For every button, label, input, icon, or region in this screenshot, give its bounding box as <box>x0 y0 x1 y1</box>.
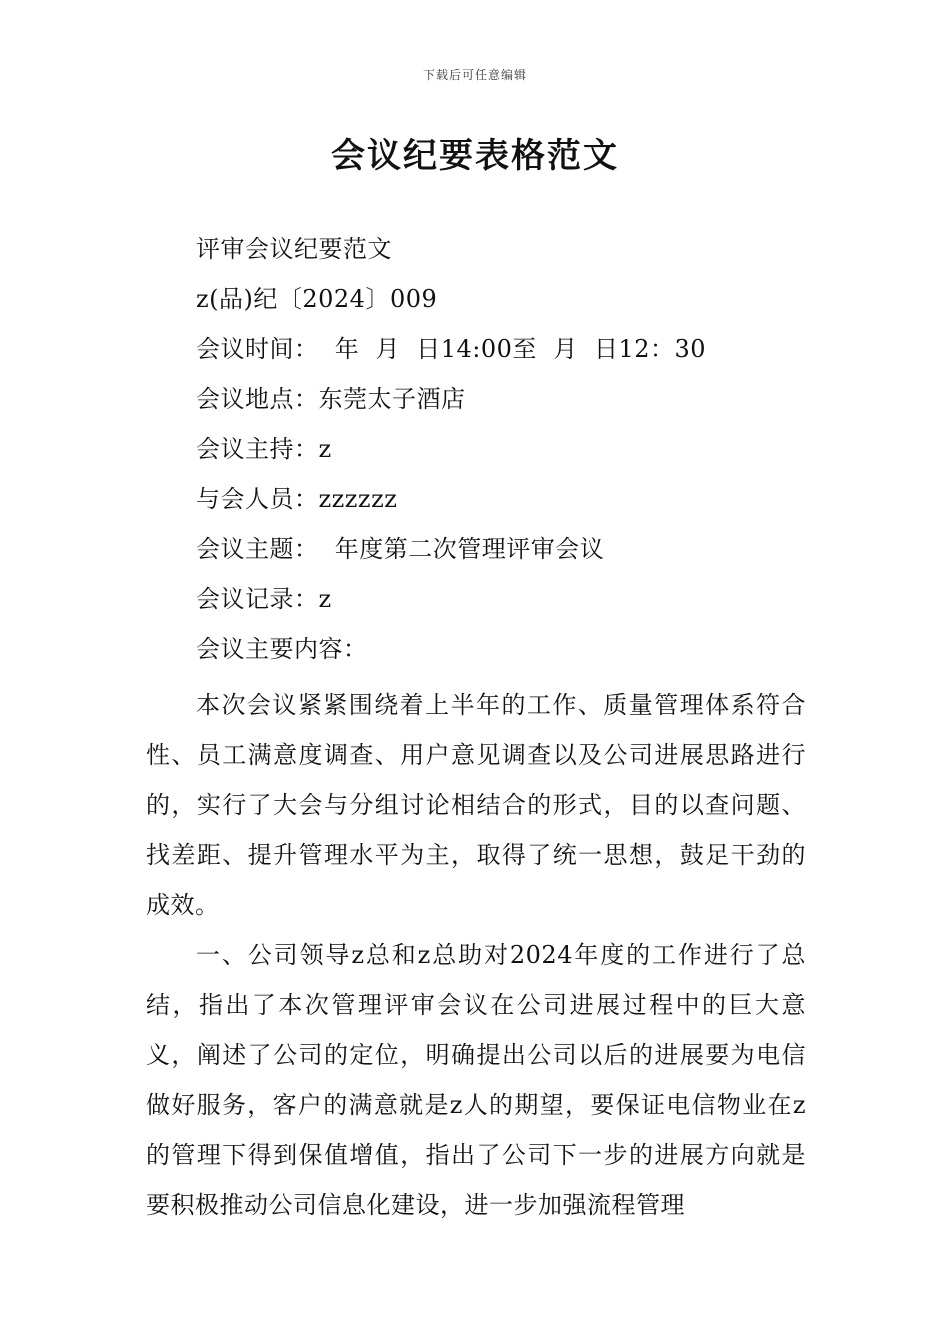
meta-document-number: z(品)纪〔2024〕009 <box>196 285 438 313</box>
meta-main-content-heading: 会议主要内容： <box>196 635 368 663</box>
header-note: 下载后可任意编辑 <box>422 68 527 82</box>
meta-subtitle: 评审会议纪要范文 <box>196 235 392 263</box>
meta-meeting-location: 会议地点：东莞太子酒店 <box>196 385 466 413</box>
meta-meeting-time: 会议时间： 年 月 日14:00至 月 日12：30 <box>196 335 707 363</box>
meta-meeting-topic: 会议主题： 年度第二次管理评审会议 <box>196 535 605 563</box>
meta-recorder: 会议记录：z <box>196 585 332 613</box>
paragraph-summary: 本次会议紧紧围绕着上半年的工作、质量管理体系符合性、员工满意度调查、用户意见调查以及公司进展思路进行的，实行了大会与分组讨论相结合的形式，目的以查问题、找差距、提升管理水平为主，取得了统一思想，鼓足干劲的成效。 <box>146 691 806 919</box>
paragraph-leadership-review: 一、公司领导z总和z总助对2024年度的工作进行了总结，指出了本次管理评审会议在公司进展过程中的巨大意义，阐述了公司的定位，明确提出公司以后的进展要为电信做好服务，客户的满意就是z人的期望，要保证电信物业在z的管理下得到保值增值，指出了公司下一步的进展方向就是要积极推动公司信息化建设，进一步加强流程管理 <box>146 941 806 1219</box>
meeting-meta <box>196 231 836 681</box>
meta-attendees: 与会人员：zzzzzz <box>196 485 398 513</box>
document-title: 会议纪要表格范文 <box>331 136 619 176</box>
meta-meeting-host: 会议主持：z <box>196 435 332 463</box>
